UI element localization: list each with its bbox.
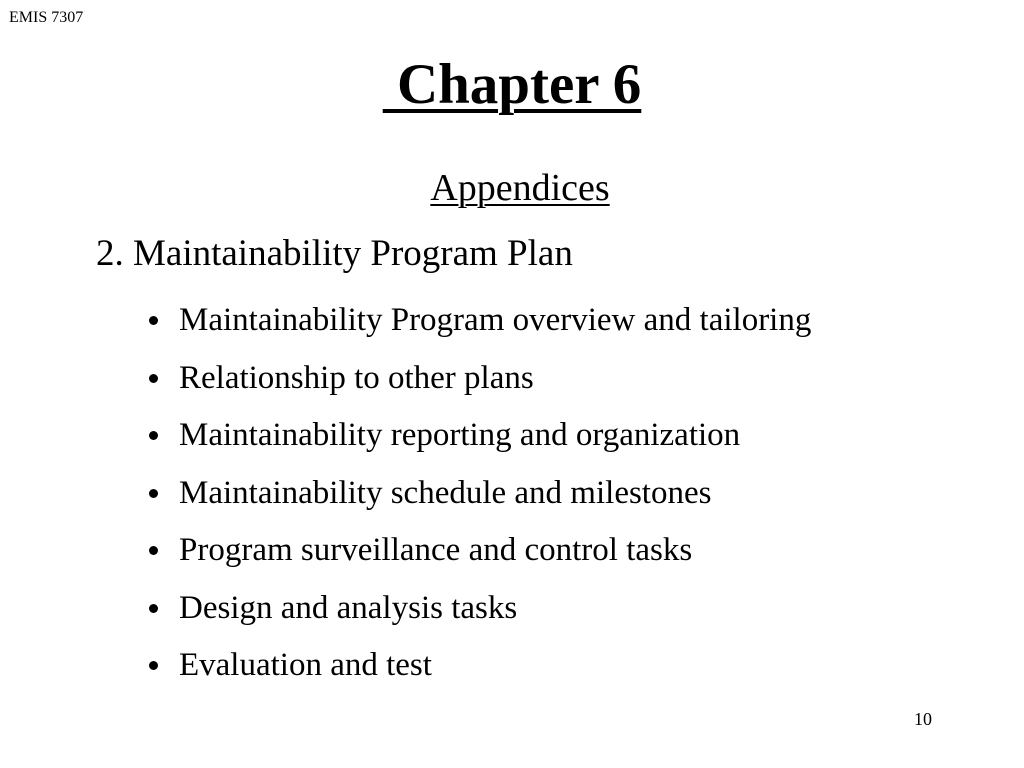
course-label: EMIS 7307 [9, 9, 84, 26]
bullet-dot-icon [149, 316, 158, 325]
bullet-text: Design and analysis tasks [179, 589, 518, 626]
bullet-text: Maintainability schedule and milestones [179, 474, 712, 511]
bullet-item [146, 465, 811, 523]
bullet-item [146, 580, 811, 638]
bullet-list [146, 292, 811, 695]
slide-subtitle [0, 166, 1024, 210]
bullet-text: Program surveillance and control tasks [179, 532, 693, 569]
bullet-item [146, 522, 811, 580]
bullet-item [146, 637, 811, 695]
bullet-item [146, 350, 811, 408]
bullet-dot-icon [149, 661, 158, 670]
bullet-text: Evaluation and test [179, 647, 432, 684]
bullet-dot-icon [149, 546, 158, 555]
bullet-text: Maintainability Program overview and tailoring [179, 302, 812, 339]
bullet-dot-icon [149, 431, 158, 440]
slide-title [0, 52, 1024, 118]
page-number: 10 [914, 709, 932, 729]
bullet-text: Relationship to other plans [179, 359, 534, 396]
bullet-item [146, 292, 811, 350]
slide-title-text: Chapter 6 [382, 53, 642, 116]
bullet-dot-icon [149, 604, 158, 613]
bullet-item [146, 407, 811, 465]
bullet-text: Maintainability reporting and organization [179, 417, 741, 454]
bullet-dot-icon [149, 489, 158, 498]
bullet-dot-icon [149, 374, 158, 383]
section-heading: 2. Maintainability Program Plan [96, 233, 573, 274]
slide-subtitle-text: Appendices [430, 167, 610, 209]
